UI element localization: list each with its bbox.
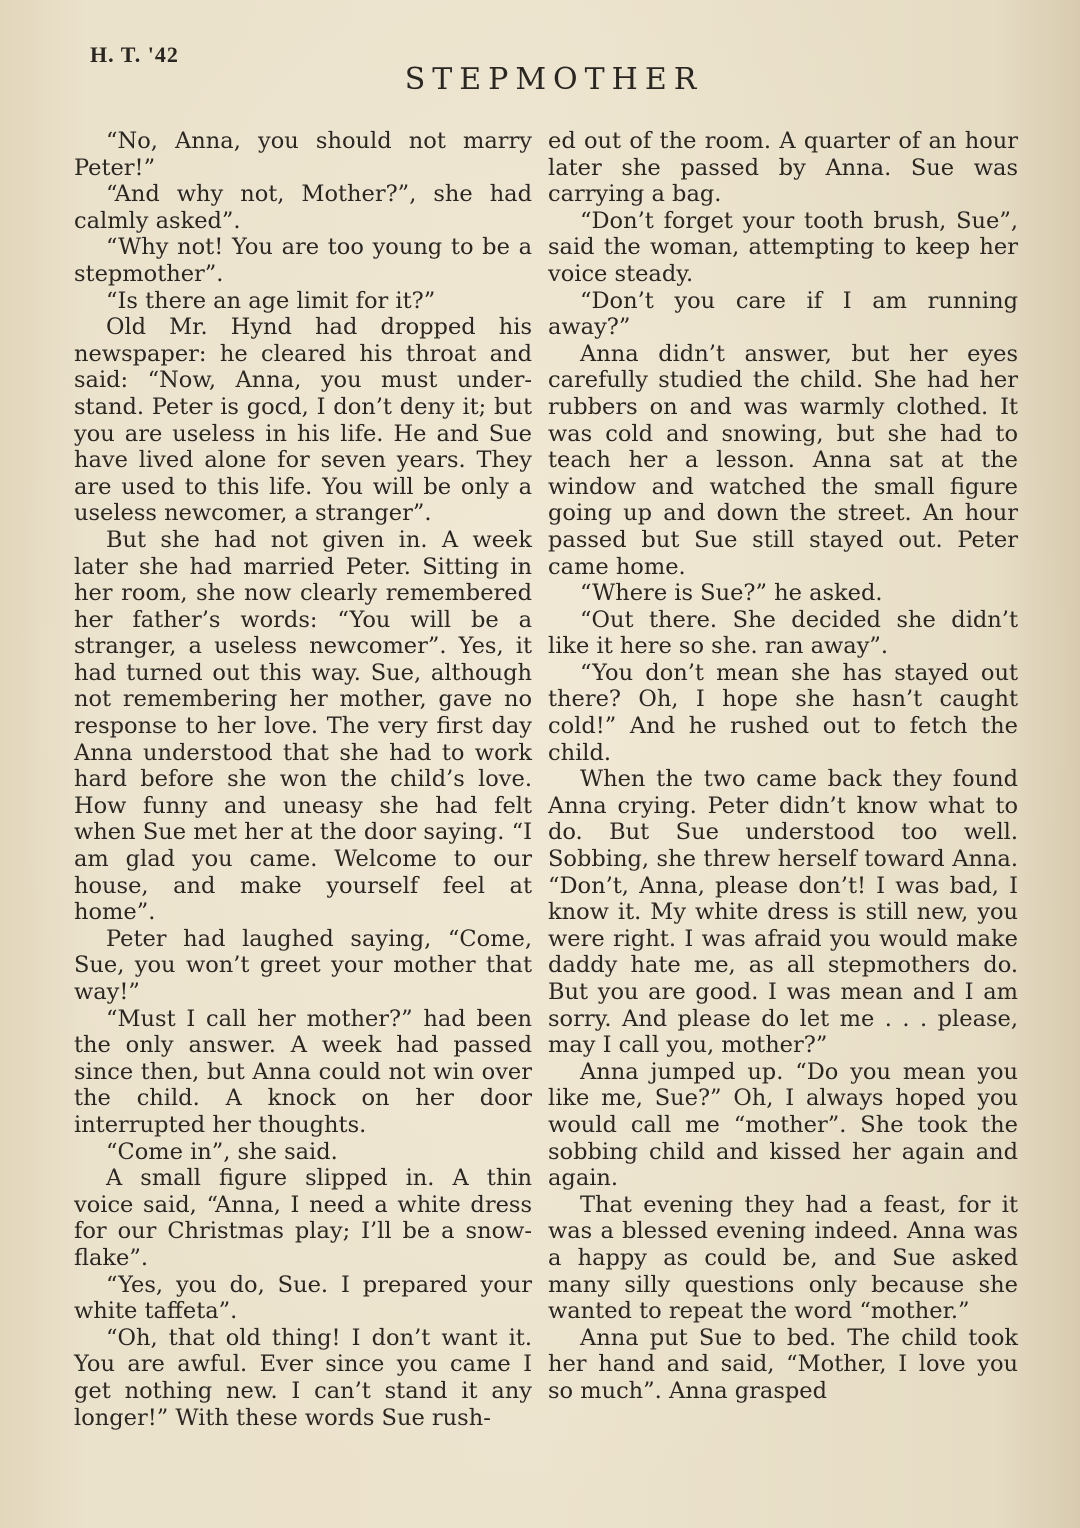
paragraph: “Don’t forget your tooth brush, Sue”, said the woman, attempting to keep her voice steady. [548,207,1018,287]
paragraph: “Come in”, she said. [106,1138,338,1165]
paragraph: “Out there. She decided she didn’t like it here so she. ran away”. [548,606,1018,660]
paragraph: “Where is Sue?” he asked. [580,580,883,607]
paragraph: Old Mr. Hynd had dropped his newspaper: he cleared his throat and said: “Now, Anna, you must understand. Peter is gocd, I don’t deny it; but you are useless in his life. He and Sue have lived alone for seven years. They are used to this life. You will be only a useless newcomer, a stranger”. [74,314,532,527]
right-column [548,128,1018,1405]
paragraph: When the two came back they found Anna crying. Peter didn’t know what to do. But Sue understood too well. Sobbing, she threw herself toward Anna. “Don’t, Anna, please don’t! I was bad, I know it. My white dress is still new, you were right. I was afraid you would make daddy hate me, as all stepmothers do. But you are good. I was mean and I am sorry. And please do let me . . . please, may I call you, mother?” [548,766,1018,1059]
paragraph: “Oh, that old thing! I don’t want it. You are awful. Ever since you came I get nothing new. I can’t stand it any longer!” With these words Sue rush- [74,1324,532,1431]
paragraph: Anna jumped up. “Do you mean you like me, Sue?” Oh, I always hoped you would call me “mother”. She took the sobbing child and kissed her again and again. [548,1058,1018,1192]
paragraph: “You don’t mean she has stayed out there? Oh, I hope she hasn’t caught cold!” And he rushed out to fetch the child. [548,659,1018,766]
paragraph: “Must I call her mother?” had been the only answer. A week had passed since then, but Anna could not win over the child. A knock on her door interrupted her thoughts. [74,1005,532,1138]
paragraph: But she had not given in. A week later she had married Peter. Sitting in her room, she now clearly remembered her father’s words: “You will be a stranger, a useless newcomer”. Yes, it had turned out this way. Sue, although not remembering her mother, gave no response to her love. The very first day Anna understood that she had to work hard before she won the child’s love. How funny and uneasy she had felt when Sue met her at the door saying. “I am glad you came. Welcome to our house, and make yourself feel at home”. [74,526,532,926]
paragraph: “No, Anna, you should not marry Peter!” [74,128,532,181]
paragraph: “And why not, Mother?”, she had calmly asked”. [74,181,532,234]
paragraph: “Why not! You are too young to be a stepmother”. [74,234,532,287]
paragraph: “Yes, you do, Sue. I prepared your white taffeta”. [74,1271,532,1325]
paragraph: Anna put Sue to bed. The child took her hand and said, “Mother, I love you so much”. Anna grasped [548,1324,1018,1404]
paragraph: “Don’t you care if I am running away?” [548,287,1018,341]
paragraph: “Is there an age limit for it?” [106,287,436,314]
paragraph: A small figure slipped in. A thin voice said, “Anna, I need a white dress for our Christmas play; I’ll be a snow-flake”. [74,1165,532,1271]
paragraph: Anna didn’t answer, but her eyes carefully studied the child. She had her rubbers on and was warmly clothed. It was cold and snowing, but she had to teach her a lesson. Anna sat at the window and watched the small figure going up and down the street. An hour passed but Sue still stayed out. Peter came home. [548,340,1018,580]
paragraph: ed out of the room. A quarter of an hour later she passed by Anna. Sue was carrying a bag. [548,128,1018,208]
paragraph: Peter had laughed saying, “Come, Sue, you won’t greet your mother that way!” [74,925,532,1005]
running-head: H. T. '42 [90,42,179,67]
left-column [74,128,532,1431]
paragraph: That evening they had a feast, for it was a blessed evening indeed. Anna was a happy as could be, and Sue asked many silly questions only because she wanted to repeat the word “mother.” [548,1191,1018,1325]
article-title: STEPMOTHER [404,62,704,97]
